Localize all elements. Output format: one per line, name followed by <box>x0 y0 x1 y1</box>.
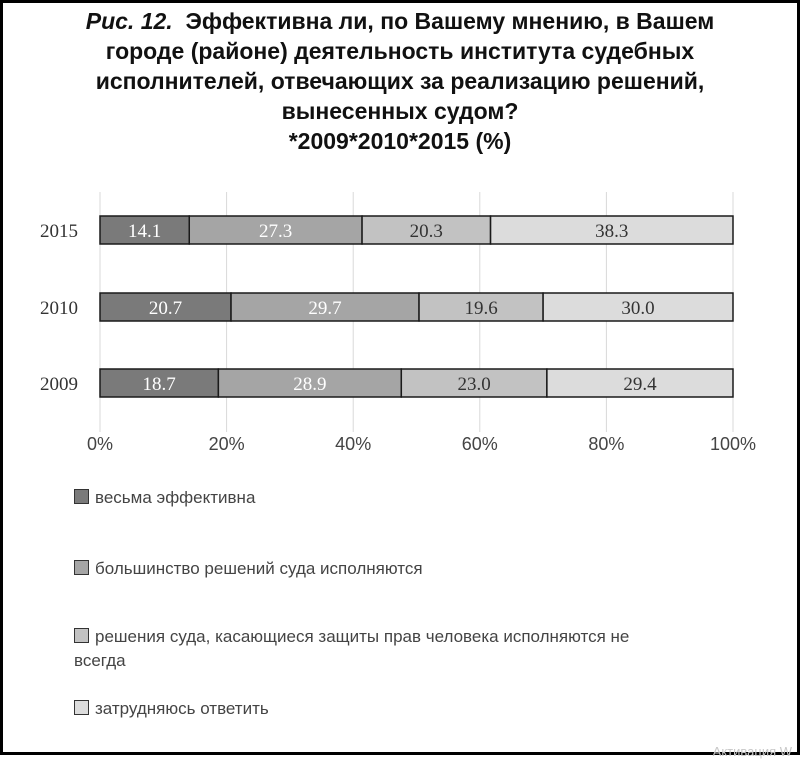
x-tick-label: 40% <box>335 434 372 454</box>
data-label: 23.0 <box>457 374 491 395</box>
x-tick-label: 20% <box>208 434 245 454</box>
title-line-4: вынесенных судом? <box>281 98 519 124</box>
data-label: 38.3 <box>595 221 629 242</box>
data-label: 30.0 <box>621 298 655 319</box>
data-label: 20.7 <box>148 298 183 319</box>
legend-item <box>74 557 764 581</box>
x-tick-label: 100% <box>709 434 757 454</box>
figure-number: Рис. 12. <box>85 8 173 34</box>
legend-label: затрудняюсь ответить <box>95 699 269 718</box>
legend-label: решения суда, касающиеся защиты прав человека исполняются не <box>95 627 630 646</box>
data-label: 29.7 <box>308 298 342 319</box>
title-line-2: городе (районе) деятельность института судебных <box>105 38 695 64</box>
y-category-label: 2010 <box>40 298 78 319</box>
legend-swatch <box>74 560 89 575</box>
legend-label: большинство решений суда исполняются <box>95 559 423 578</box>
data-label: 29.4 <box>623 374 657 395</box>
legend-item <box>74 697 764 721</box>
legend-item <box>74 486 764 510</box>
y-category-label: 2009 <box>40 374 78 395</box>
data-label: 14.1 <box>128 221 162 242</box>
chart-title <box>10 6 790 156</box>
x-tick-label: 80% <box>588 434 625 454</box>
data-label: 18.7 <box>142 374 176 395</box>
title-line-5: *2009*2010*2015 (%) <box>288 128 512 154</box>
data-label: 28.9 <box>293 374 327 395</box>
legend-swatch <box>74 628 89 643</box>
x-tick-label: 60% <box>461 434 498 454</box>
y-category-label: 2015 <box>40 221 78 242</box>
data-label: 19.6 <box>464 298 498 319</box>
watermark-text: Активация W <box>712 744 792 759</box>
title-line-1: Эффективна ли, по Вашему мнению, в Вашем <box>185 8 715 34</box>
title-line-3: исполнителей, отвечающих за реализацию решений, <box>95 68 705 94</box>
legend-label: всегда <box>74 651 126 670</box>
data-label: 20.3 <box>409 221 443 242</box>
x-tick-label: 0% <box>86 434 114 454</box>
legend-swatch <box>74 700 89 715</box>
legend-label: весьма эффективна <box>95 488 256 507</box>
data-label: 27.3 <box>259 221 293 242</box>
legend-item <box>74 625 764 673</box>
legend-swatch <box>74 489 89 504</box>
